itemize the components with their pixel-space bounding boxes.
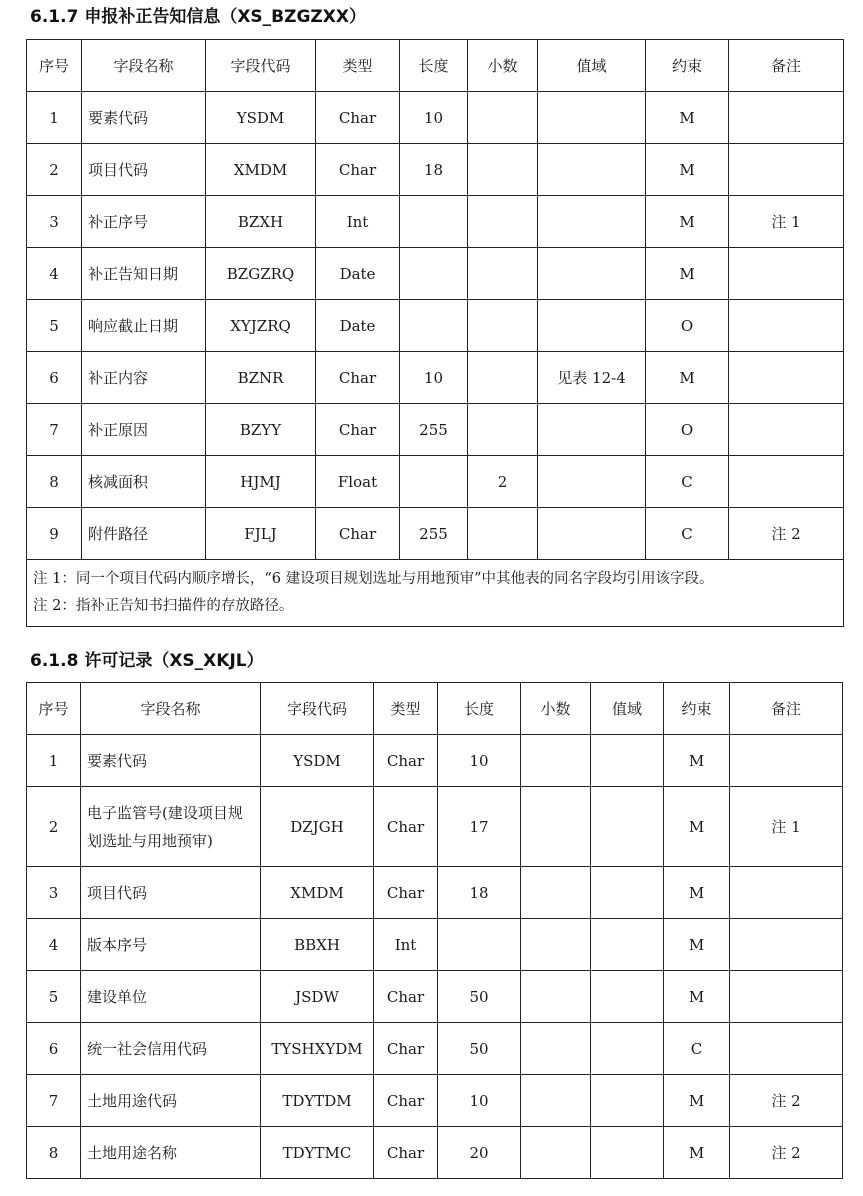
cell-field-name: 要素代码 xyxy=(81,735,261,787)
cell-type: Char xyxy=(316,92,400,144)
cell-constraint: O xyxy=(646,300,729,352)
cell-field-code: FJLJ xyxy=(206,508,316,560)
cell-value-domain xyxy=(591,919,664,971)
header-field-code: 字段代码 xyxy=(206,40,316,92)
cell-seq: 8 xyxy=(27,1127,81,1179)
cell-seq: 6 xyxy=(27,352,82,404)
cell-field-code: TDYTMC xyxy=(261,1127,374,1179)
cell-length xyxy=(400,196,468,248)
cell-remark xyxy=(729,300,844,352)
cell-remark xyxy=(729,352,844,404)
cell-constraint: M xyxy=(646,248,729,300)
cell-value-domain xyxy=(538,508,646,560)
cell-type: Int xyxy=(316,196,400,248)
table-header-row xyxy=(27,40,844,92)
cell-value-domain xyxy=(591,787,664,867)
cell-field-code: BZYY xyxy=(206,404,316,456)
cell-type: Char xyxy=(374,1075,438,1127)
cell-decimal xyxy=(521,971,591,1023)
cell-field-code: BZXH xyxy=(206,196,316,248)
table-row xyxy=(27,456,844,508)
cell-type: Char xyxy=(374,735,438,787)
table-row xyxy=(27,867,843,919)
cell-constraint: M xyxy=(664,1075,730,1127)
header-length: 长度 xyxy=(438,683,521,735)
table-notes xyxy=(27,560,844,627)
cell-field-name: 补正内容 xyxy=(82,352,206,404)
note-line: 注 2：指补正告知书扫描件的存放路径。 xyxy=(33,598,294,614)
cell-constraint: O xyxy=(646,404,729,456)
table-row xyxy=(27,352,844,404)
table-row xyxy=(27,919,843,971)
cell-field-name: 核减面积 xyxy=(82,456,206,508)
cell-decimal xyxy=(521,735,591,787)
cell-remark xyxy=(730,735,843,787)
cell-length: 20 xyxy=(438,1127,521,1179)
cell-field-code: DZJGH xyxy=(261,787,374,867)
cell-value-domain xyxy=(591,867,664,919)
cell-type: Char xyxy=(374,867,438,919)
cell-seq: 2 xyxy=(27,144,82,196)
cell-field-code: BZNR xyxy=(206,352,316,404)
cell-value-domain xyxy=(591,971,664,1023)
cell-value-domain xyxy=(538,404,646,456)
cell-length: 18 xyxy=(438,867,521,919)
cell-field-code: BBXH xyxy=(261,919,374,971)
cell-seq: 3 xyxy=(27,867,81,919)
header-remark: 备注 xyxy=(730,683,843,735)
cell-type: Char xyxy=(374,971,438,1023)
cell-length: 50 xyxy=(438,1023,521,1075)
cell-field-code: YSDM xyxy=(206,92,316,144)
cell-length xyxy=(400,248,468,300)
cell-field-code: YSDM xyxy=(261,735,374,787)
cell-field-code: TYSHXYDM xyxy=(261,1023,374,1075)
cell-seq: 3 xyxy=(27,196,82,248)
cell-remark xyxy=(729,144,844,196)
cell-seq: 6 xyxy=(27,1023,81,1075)
cell-type: Char xyxy=(316,144,400,196)
cell-length xyxy=(400,456,468,508)
field-table-xkjl xyxy=(26,682,843,1179)
cell-field-code: BZGZRQ xyxy=(206,248,316,300)
cell-seq: 2 xyxy=(27,787,81,867)
table-row xyxy=(27,92,844,144)
cell-type: Char xyxy=(374,1023,438,1075)
cell-value-domain xyxy=(538,196,646,248)
cell-type: Date xyxy=(316,248,400,300)
cell-seq: 8 xyxy=(27,456,82,508)
cell-field-name: 补正告知日期 xyxy=(82,248,206,300)
cell-value-domain xyxy=(591,735,664,787)
cell-seq: 5 xyxy=(27,971,81,1023)
cell-decimal xyxy=(521,1127,591,1179)
cell-constraint: M xyxy=(646,196,729,248)
cell-decimal xyxy=(521,1023,591,1075)
cell-length: 10 xyxy=(438,1075,521,1127)
cell-constraint: M xyxy=(664,919,730,971)
table-row xyxy=(27,508,844,560)
table-row xyxy=(27,971,843,1023)
table-row xyxy=(27,1127,843,1179)
cell-field-code: XMDM xyxy=(261,867,374,919)
cell-value-domain xyxy=(591,1075,664,1127)
cell-length: 18 xyxy=(400,144,468,196)
table-row xyxy=(27,248,844,300)
cell-field-code: XYJZRQ xyxy=(206,300,316,352)
cell-constraint: M xyxy=(664,787,730,867)
table-row xyxy=(27,1023,843,1075)
cell-field-name: 要素代码 xyxy=(82,92,206,144)
cell-decimal xyxy=(468,404,538,456)
cell-field-name: 项目代码 xyxy=(82,144,206,196)
cell-field-code: TDYTDM xyxy=(261,1075,374,1127)
table-row xyxy=(27,1075,843,1127)
table-notes-row xyxy=(27,560,844,627)
cell-value-domain xyxy=(591,1127,664,1179)
cell-type: Int xyxy=(374,919,438,971)
note-line: 注 1：同一个项目代码内顺序增长，“6 建设项目规划选址与用地预审”中其他表的同名字段均引用该字段。 xyxy=(33,571,714,587)
cell-constraint: M xyxy=(664,1127,730,1179)
header-type: 类型 xyxy=(316,40,400,92)
header-remark: 备注 xyxy=(729,40,844,92)
cell-seq: 1 xyxy=(27,735,81,787)
cell-decimal xyxy=(468,508,538,560)
header-decimal: 小数 xyxy=(468,40,538,92)
cell-field-code: XMDM xyxy=(206,144,316,196)
cell-remark xyxy=(730,867,843,919)
cell-constraint: M xyxy=(664,971,730,1023)
cell-length: 255 xyxy=(400,508,468,560)
cell-field-name: 电子监管号(建设项目规划选址与用地预审) xyxy=(81,787,261,867)
cell-decimal xyxy=(521,1075,591,1127)
cell-field-name: 响应截止日期 xyxy=(82,300,206,352)
cell-field-code: JSDW xyxy=(261,971,374,1023)
table-row xyxy=(27,787,843,867)
cell-seq: 7 xyxy=(27,404,82,456)
cell-length: 17 xyxy=(438,787,521,867)
cell-field-name: 建设单位 xyxy=(81,971,261,1023)
cell-remark xyxy=(729,92,844,144)
cell-remark xyxy=(730,971,843,1023)
header-type: 类型 xyxy=(374,683,438,735)
header-value-domain: 值域 xyxy=(538,40,646,92)
cell-constraint: M xyxy=(646,352,729,404)
header-seq: 序号 xyxy=(27,683,81,735)
cell-remark: 注 2 xyxy=(730,1075,843,1127)
cell-constraint: M xyxy=(664,867,730,919)
cell-length xyxy=(438,919,521,971)
cell-seq: 4 xyxy=(27,248,82,300)
field-table-bzgzxx xyxy=(26,39,844,627)
cell-seq: 4 xyxy=(27,919,81,971)
cell-constraint: M xyxy=(646,144,729,196)
cell-value-domain xyxy=(538,248,646,300)
table-row xyxy=(27,196,844,248)
header-constraint: 约束 xyxy=(646,40,729,92)
section-title-bzgzxx: 6.1.7 申报补正告知信息（XS_BZGZXX） xyxy=(30,7,366,27)
cell-length: 10 xyxy=(400,352,468,404)
header-field-code: 字段代码 xyxy=(261,683,374,735)
cell-field-name: 土地用途名称 xyxy=(81,1127,261,1179)
cell-value-domain: 见表 12-4 xyxy=(538,352,646,404)
cell-decimal xyxy=(468,352,538,404)
cell-decimal xyxy=(468,196,538,248)
cell-remark xyxy=(729,456,844,508)
section-title-xkjl: 6.1.8 许可记录（XS_XKJL） xyxy=(30,651,264,671)
cell-decimal xyxy=(468,92,538,144)
cell-type: Char xyxy=(316,508,400,560)
table-header-row xyxy=(27,683,843,735)
cell-seq: 1 xyxy=(27,92,82,144)
header-field-name: 字段名称 xyxy=(81,683,261,735)
cell-constraint: M xyxy=(664,735,730,787)
cell-constraint: C xyxy=(646,508,729,560)
cell-decimal xyxy=(521,787,591,867)
cell-value-domain xyxy=(591,1023,664,1075)
header-seq: 序号 xyxy=(27,40,82,92)
cell-field-name: 补正序号 xyxy=(82,196,206,248)
cell-constraint: C xyxy=(664,1023,730,1075)
cell-type: Date xyxy=(316,300,400,352)
table-row xyxy=(27,300,844,352)
header-field-name: 字段名称 xyxy=(82,40,206,92)
cell-seq: 9 xyxy=(27,508,82,560)
cell-value-domain xyxy=(538,144,646,196)
cell-field-code: HJMJ xyxy=(206,456,316,508)
cell-remark: 注 2 xyxy=(729,508,844,560)
cell-field-name: 项目代码 xyxy=(81,867,261,919)
cell-remark: 注 2 xyxy=(730,1127,843,1179)
cell-seq: 7 xyxy=(27,1075,81,1127)
cell-length: 50 xyxy=(438,971,521,1023)
cell-decimal xyxy=(468,300,538,352)
cell-remark xyxy=(730,919,843,971)
cell-type: Char xyxy=(374,787,438,867)
cell-type: Char xyxy=(316,404,400,456)
cell-length xyxy=(400,300,468,352)
cell-field-name: 版本序号 xyxy=(81,919,261,971)
cell-type: Char xyxy=(374,1127,438,1179)
header-decimal: 小数 xyxy=(521,683,591,735)
cell-seq: 5 xyxy=(27,300,82,352)
cell-field-name: 统一社会信用代码 xyxy=(81,1023,261,1075)
cell-decimal xyxy=(521,867,591,919)
table-row xyxy=(27,404,844,456)
cell-constraint: C xyxy=(646,456,729,508)
table-row xyxy=(27,735,843,787)
cell-remark xyxy=(729,404,844,456)
cell-constraint: M xyxy=(646,92,729,144)
cell-length: 255 xyxy=(400,404,468,456)
header-value-domain: 值域 xyxy=(591,683,664,735)
cell-length: 10 xyxy=(400,92,468,144)
cell-value-domain xyxy=(538,300,646,352)
header-length: 长度 xyxy=(400,40,468,92)
cell-decimal xyxy=(468,248,538,300)
cell-length: 10 xyxy=(438,735,521,787)
cell-decimal: 2 xyxy=(468,456,538,508)
cell-decimal xyxy=(521,919,591,971)
cell-type: Char xyxy=(316,352,400,404)
header-constraint: 约束 xyxy=(664,683,730,735)
cell-type: Float xyxy=(316,456,400,508)
table-row xyxy=(27,144,844,196)
cell-remark: 注 1 xyxy=(730,787,843,867)
cell-remark xyxy=(729,248,844,300)
cell-value-domain xyxy=(538,92,646,144)
cell-value-domain xyxy=(538,456,646,508)
cell-decimal xyxy=(468,144,538,196)
cell-field-name: 补正原因 xyxy=(82,404,206,456)
cell-field-name: 土地用途代码 xyxy=(81,1075,261,1127)
cell-field-name: 附件路径 xyxy=(82,508,206,560)
cell-remark: 注 1 xyxy=(729,196,844,248)
cell-remark xyxy=(730,1023,843,1075)
